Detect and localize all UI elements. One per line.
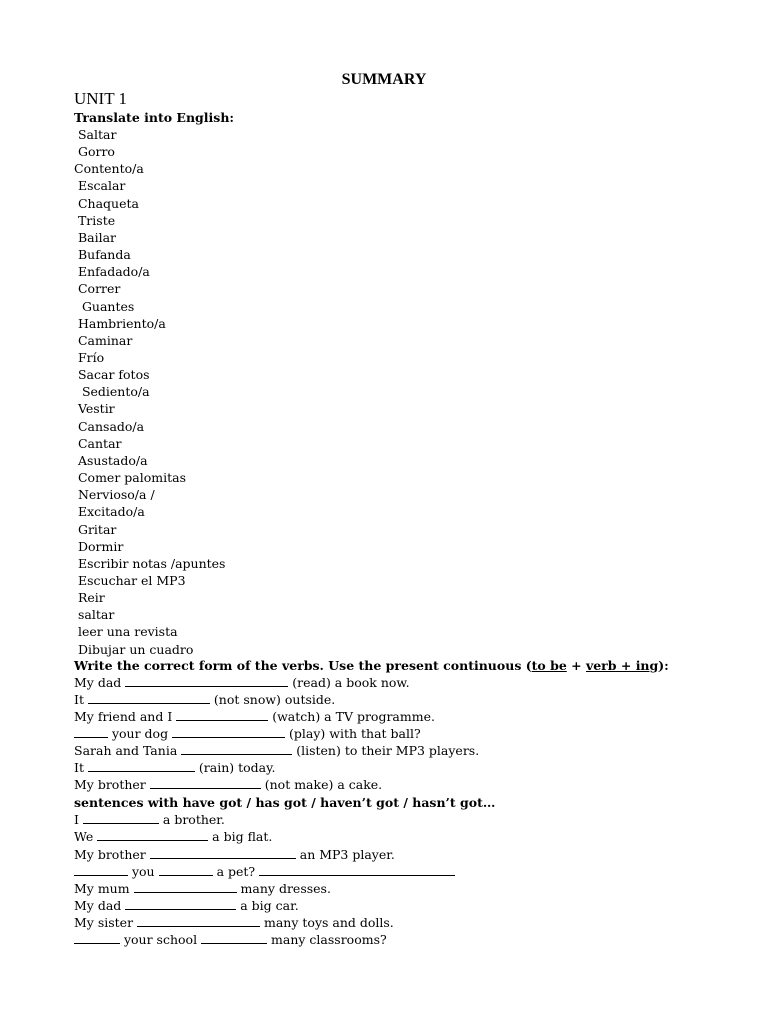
vocabulary-word: Escuchar el MP3 [74, 572, 186, 588]
exercise-sentence: your dog (play) with that ball? [74, 725, 421, 742]
answer-blank[interactable] [88, 760, 195, 772]
vocabulary-word: Saltar [74, 127, 117, 142]
exercise-sentence: My mum many dresses. [74, 881, 331, 896]
answer-blank[interactable] [83, 812, 159, 824]
vocabulary-word: Dibujar un cuadro [74, 641, 194, 657]
answer-blank[interactable] [125, 675, 288, 687]
present-continuous-heading: Write the correct form of the verbs. Use the present continuous (to be + verb + ing): [74, 658, 669, 673]
vocabulary-word: Dormir [74, 538, 124, 554]
vocabulary-word: saltar [74, 607, 115, 623]
answer-blank[interactable] [137, 915, 260, 927]
vocabulary-word: Contento/a [74, 161, 144, 177]
vocabulary-word: Bailar [74, 229, 117, 245]
unit-heading: UNIT 1 [74, 89, 128, 108]
vocabulary-word: Caminar [74, 332, 133, 348]
vocabulary-word: Escribir notas /apuntes [74, 555, 226, 571]
vocabulary-word: Gorro [74, 144, 115, 160]
vocabulary-word: Vestir [74, 401, 115, 417]
vocabulary-word: leer una revista [74, 624, 178, 640]
vocabulary-word: Hambriento/a [74, 315, 166, 331]
have-got-heading: sentences with have got / has got / haven’t got / hasn’t got… [74, 795, 496, 810]
answer-blank[interactable] [74, 864, 128, 876]
vocabulary-word: Excitado/a [74, 504, 145, 520]
vocabulary-word: Gritar [74, 521, 117, 537]
vocabulary-word: Cansado/a [74, 418, 145, 434]
exercise-sentence: My dad a big car. [74, 898, 299, 913]
exercise-sentence: My sister many toys and dolls. [74, 915, 394, 930]
answer-blank[interactable] [201, 932, 267, 944]
exercise-sentence: My friend and I (watch) a TV programme. [74, 709, 435, 724]
answer-blank[interactable] [172, 726, 285, 738]
answer-blank[interactable] [259, 864, 455, 876]
answer-blank[interactable] [74, 726, 108, 738]
exercise-sentence: It (rain) today. [74, 760, 276, 775]
vocabulary-word: Correr [74, 281, 121, 297]
vocabulary-word: Cantar [74, 435, 122, 451]
exercise-sentence: We a big flat. [74, 829, 273, 844]
vocabulary-word: Nervioso/a / [74, 487, 155, 503]
page-title: SUMMARY [341, 71, 427, 88]
vocabulary-word: Bufanda [74, 247, 131, 262]
vocabulary-word: Triste [74, 212, 116, 228]
exercise-sentence: It (not snow) outside. [74, 692, 336, 707]
answer-blank[interactable] [150, 777, 261, 789]
vocabulary-word: Frío [74, 349, 105, 365]
vocabulary-word: Sediento/a [74, 384, 150, 400]
vocabulary-word: Asustado/a [74, 452, 148, 468]
exercise-sentence: My brother an MP3 player. [74, 847, 395, 862]
answer-blank[interactable] [176, 709, 268, 721]
answer-blank[interactable] [181, 743, 292, 755]
vocabulary-word: Comer palomitas [74, 470, 186, 485]
answer-blank[interactable] [97, 829, 208, 841]
vocabulary-word: Guantes [74, 298, 135, 314]
answer-blank[interactable] [74, 932, 120, 944]
exercise-sentence: Sarah and Tania (listen) to their MP3 players. [74, 743, 480, 758]
answer-blank[interactable] [150, 847, 296, 859]
vocabulary-word: Sacar fotos [74, 367, 150, 383]
exercise-sentence: My dad (read) a book now. [74, 675, 410, 690]
answer-blank[interactable] [134, 881, 237, 893]
vocabulary-word: Reir [74, 590, 105, 605]
vocabulary-word: Chaqueta [74, 195, 139, 211]
vocabulary-word: Escalar [74, 178, 126, 194]
translate-heading: Translate into English: [74, 110, 235, 125]
vocabulary-word: Enfadado/a [74, 264, 150, 280]
answer-blank[interactable] [88, 692, 210, 704]
exercise-sentence: you a pet? [74, 863, 455, 880]
exercise-sentence: I a brother. [74, 812, 225, 827]
answer-blank[interactable] [159, 864, 213, 876]
exercise-sentence: My brother (not make) a cake. [74, 777, 383, 792]
exercise-sentence: your school many classrooms? [74, 931, 387, 948]
answer-blank[interactable] [125, 898, 236, 910]
